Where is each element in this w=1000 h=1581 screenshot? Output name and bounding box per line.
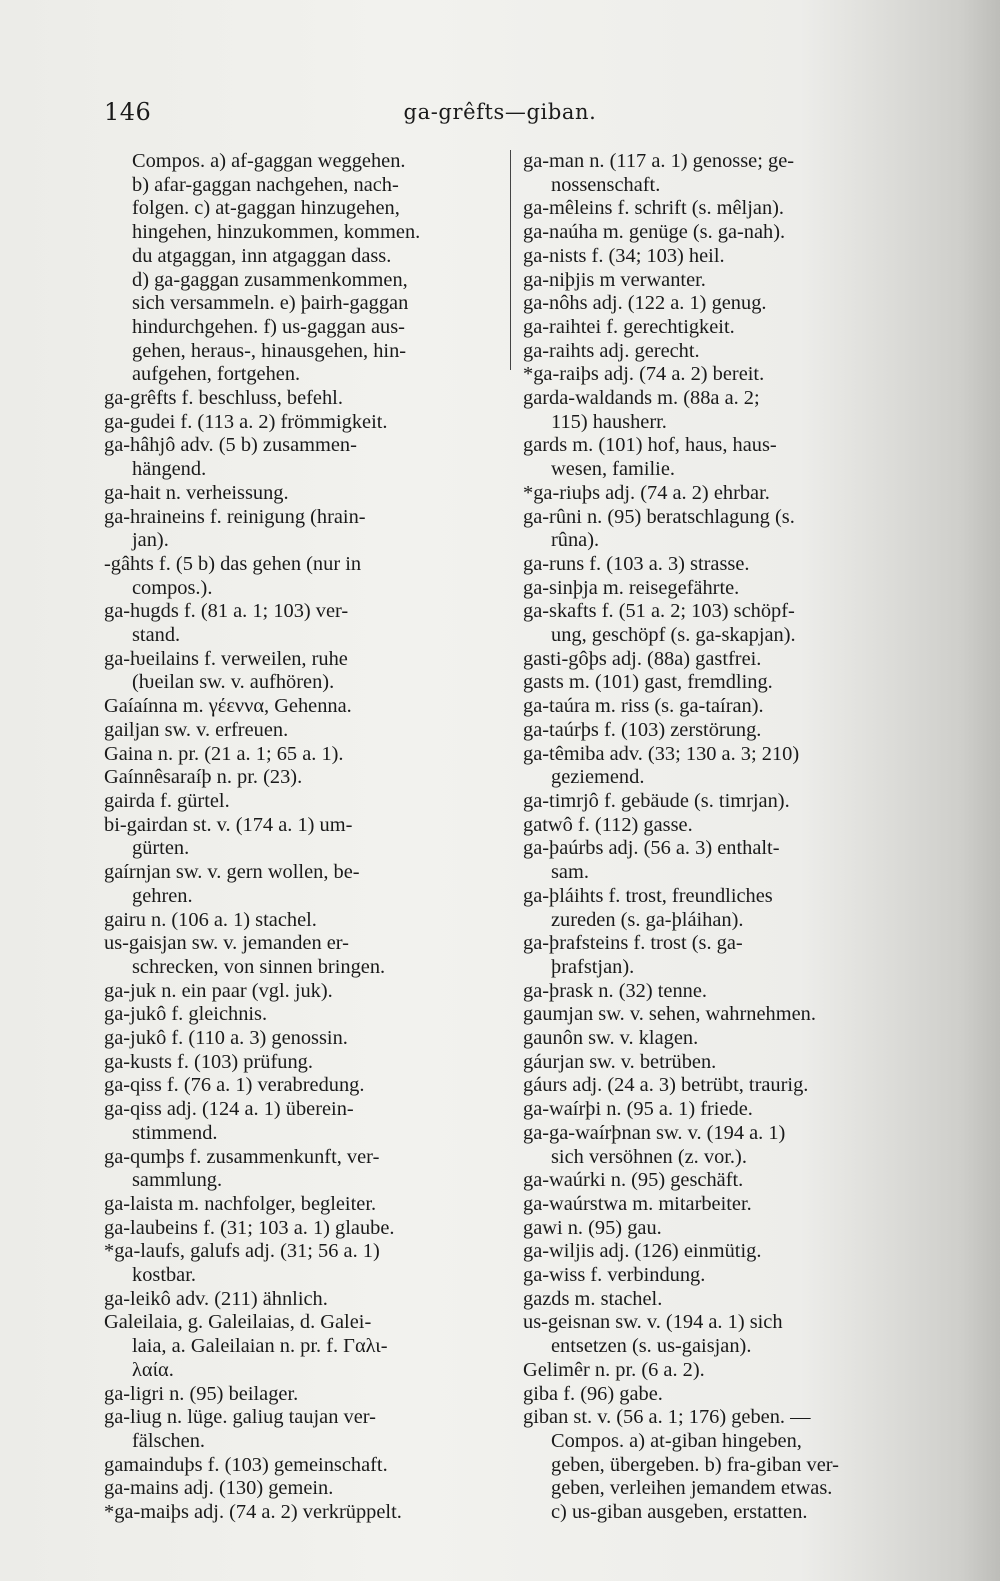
entry-line: gáurjan sw. v. betrüben. (523, 1050, 717, 1073)
entry-line: us-geisnan sw. v. (194 a. 1) sich (523, 1311, 783, 1334)
entry-line: ga-man n. (117 a. 1) genosse; ge- (523, 150, 795, 172)
entry-line: *ga-riuþs adj. (74 a. 2) ehrbar. (523, 481, 770, 504)
entry-line: ga-qumþs f. zusammenkunft, ver- (104, 1145, 380, 1168)
entry-line: gawi n. (95) gau. (523, 1216, 662, 1239)
entry-line: ga-rûni n. (95) beratschlagung (s. (523, 505, 795, 528)
entry-line: Gaina n. pr. (21 a. 1; 65 a. 1). (104, 742, 344, 765)
entry-line: ga-qiss adj. (124 a. 1) überein- (104, 1098, 354, 1121)
entry-line: gairu n. (106 a. 1) stachel. (104, 908, 317, 931)
entry-line: (ƕeilan sw. v. aufhören). (132, 671, 335, 694)
entry-line: folgen. c) at-gaggan hinzugehen, (132, 197, 400, 220)
entry-line: ga-laista m. nachfolger, begleiter. (104, 1192, 377, 1215)
entry-line: ga-wiljis adj. (126) einmütig. (523, 1240, 762, 1263)
entry-line: ga-ƕeilains f. verweilen, ruhe (104, 647, 348, 670)
entry-line: ga-waírþi n. (95 a. 1) friede. (523, 1098, 753, 1121)
entry-line: ga-taúra m. riss (s. ga-taíran). (523, 695, 764, 718)
entry-line: geziemend. (551, 766, 645, 789)
entry-line: geben, verleihen jemandem etwas. (551, 1477, 833, 1500)
entry-line: ga-hait n. verheissung. (104, 481, 289, 504)
entry-line: giban st. v. (56 a. 1; 176) geben. — (523, 1406, 811, 1429)
entry-line: stimmend. (132, 1121, 218, 1144)
entry-line: stand. (132, 624, 181, 647)
entry-line: ga-hâhjô adv. (5 b) zusammen- (104, 434, 357, 457)
entry-line: λαία. (132, 1358, 174, 1381)
entry-line: rûna). (551, 529, 600, 552)
entry-line: b) afar-gaggan nachgehen, nach- (132, 173, 399, 196)
entry-line: gürten. (132, 837, 190, 860)
entry-line: ga-hraineins f. reinigung (hrain- (104, 505, 366, 528)
entry-line: ga-mains adj. (130) gemein. (104, 1477, 334, 1500)
entry-line: *ga-maiþs adj. (74 a. 2) verkrüppelt. (104, 1501, 402, 1524)
entry-line: Gelimêr n. pr. (6 a. 2). (523, 1358, 705, 1381)
entry-line: gasts m. (101) gast, fremdling. (523, 671, 773, 694)
entry-line: ga-waúrki n. (95) geschäft. (523, 1169, 744, 1192)
entry-line: kostbar. (132, 1264, 196, 1287)
entry-line: gamainduþs f. (103) gemeinschaft. (104, 1453, 388, 1476)
running-head: ga-grêfts—giban. (403, 100, 597, 124)
entry-line: jan). (132, 529, 169, 552)
entry-line: gaumjan sw. v. sehen, wahrnehmen. (523, 1003, 816, 1026)
entry-line: gards m. (101) hof, haus, haus- (523, 434, 777, 457)
entry-line: sam. (551, 861, 589, 884)
entry-line: ung, geschöpf (s. ga-skapjan). (551, 624, 796, 647)
entry-line: ga-taúrþs f. (103) zerstörung. (523, 718, 762, 741)
entry-line: giba f. (96) gabe. (523, 1382, 663, 1405)
entry-line: sammlung. (132, 1169, 223, 1192)
entry-line: c) us-giban ausgeben, erstatten. (551, 1501, 808, 1524)
entry-line: aufgehen, fortgehen. (132, 363, 301, 386)
entry-line: ga-ga-waírþnan sw. v. (194 a. 1) (523, 1121, 786, 1144)
entry-line: gairda f. gürtel. (104, 789, 230, 812)
entry-line: ga-raihtei f. gerechtigkeit. (523, 315, 735, 338)
entry-line: ga-nists f. (34; 103) heil. (523, 244, 725, 267)
entry-line: ga-jukô f. (110 a. 3) genossin. (104, 1027, 348, 1050)
entry-line: ga-wiss f. verbindung. (523, 1264, 706, 1287)
entry-line: ga-þrafsteins f. trost (s. ga- (523, 932, 743, 955)
entry-line: ga-skafts f. (51 a. 2; 103) schöpf- (523, 600, 795, 623)
entry-line: ga-leikô adv. (211) ähnlich. (104, 1287, 328, 1310)
entry-line: *ga-raiþs adj. (74 a. 2) bereit. (523, 363, 765, 386)
page-header (100, 98, 900, 130)
entry-line: gatwô f. (112) gasse. (523, 813, 693, 836)
entry-line: ga-nôhs adj. (122 a. 1) genug. (523, 292, 767, 315)
entry-line: Gaíaínna m. γέεννα, Gehenna. (104, 695, 352, 718)
entry-line: ga-jukô f. gleichnis. (104, 1003, 268, 1026)
entry-line: gailjan sw. v. erfreuen. (104, 718, 289, 741)
entry-line: ga-juk n. ein paar (vgl. juk). (104, 979, 333, 1002)
entry-line: ga-þláihts f. trost, freundliches (523, 884, 773, 907)
entry-line: ga-têmiba adv. (33; 130 a. 3; 210) (523, 742, 800, 765)
entry-line: ga-þaúrbs adj. (56 a. 3) enthalt- (523, 837, 780, 860)
page-number: 146 (104, 98, 152, 126)
entry-line: garda-waldands m. (88a a. 2; (523, 387, 760, 410)
entry-line: ga-sinþja m. reisegefährte. (523, 576, 740, 599)
column-divider (510, 150, 511, 370)
entry-line: gehren. (132, 884, 193, 907)
entry-line: ga-kusts f. (103) prüfung. (104, 1050, 313, 1073)
entry-line: ga-þrask n. (32) tenne. (523, 979, 708, 1002)
entry-line: ga-naúha m. genüge (s. ga-nah). (523, 221, 786, 244)
entry-line: sich versammeln. e) þairh-gaggan (132, 292, 409, 315)
entry-line: ga-laubeins f. (31; 103 a. 1) glaube. (104, 1216, 395, 1239)
entry-line: d) ga-gaggan zusammenkommen, (132, 268, 408, 291)
entry-line: fälschen. (132, 1429, 206, 1452)
entry-line: sich versöhnen (z. vor.). (551, 1145, 747, 1168)
entry-line: ga-ligri n. (95) beilager. (104, 1382, 299, 1405)
entry-line: *ga-laufs, galufs adj. (31; 56 a. 1) (104, 1240, 380, 1263)
entry-line: -gâhts f. (5 b) das gehen (nur in (104, 552, 362, 575)
entry-line: ga-grêfts f. beschluss, befehl. (104, 387, 343, 410)
entry-line: entsetzen (s. us-gaisjan). (551, 1335, 752, 1358)
entry-line: Galeilaia, g. Galeilaias, d. Galei- (104, 1311, 372, 1334)
entry-line: nossenschaft. (551, 173, 661, 196)
entry-line: ga-raihts adj. gerecht. (523, 339, 700, 362)
entry-line: wesen, familie. (551, 458, 675, 481)
entry-line: ga-runs f. (103 a. 3) strasse. (523, 552, 750, 575)
entry-line: ga-liug n. lüge. galiug taujan ver- (104, 1406, 376, 1429)
entry-line: gehen, heraus-, hinausgehen, hin- (132, 339, 407, 362)
entry-line: bi-gairdan st. v. (174 a. 1) um- (104, 813, 353, 836)
entry-line: zureden (s. ga-þláihan). (551, 908, 744, 931)
entry-line: laia, a. Galeilaian n. pr. f. Γαλι- (132, 1335, 388, 1358)
entry-line: ga-timrjô f. gebäude (s. timrjan). (523, 789, 790, 812)
entry-line: ga-gudei f. (113 a. 2) frömmigkeit. (104, 410, 388, 433)
entry-line: ga-mêleins f. schrift (s. mêljan). (523, 197, 785, 220)
entry-line: gaírnjan sw. v. gern wollen, be- (104, 861, 360, 884)
entry-line: us-gaisjan sw. v. jemanden er- (104, 932, 349, 955)
entry-line: geben, übergeben. b) fra-giban ver- (551, 1453, 839, 1476)
entry-line: compos.). (132, 576, 213, 599)
entry-line: gasti-gôþs adj. (88a) gastfrei. (523, 647, 762, 670)
entry-line: gáurs adj. (24 a. 3) betrübt, traurig. (523, 1074, 809, 1097)
entry-line: hingehen, hinzukommen, kommen. (132, 221, 421, 244)
entry-line: hängend. (132, 458, 207, 481)
entry-line: ga-niþjis m verwanter. (523, 268, 706, 291)
entry-line: þrafstjan). (551, 955, 635, 978)
entry-line: ga-hugds f. (81 a. 1; 103) ver- (104, 600, 349, 623)
entry-line: gazds m. stachel. (523, 1287, 663, 1310)
entry-line: Compos. a) at-giban hingeben, (551, 1429, 802, 1452)
entry-line: gaunôn sw. v. klagen. (523, 1027, 699, 1050)
entry-line: hindurchgehen. f) us-gaggan aus- (132, 315, 405, 338)
entry-line: ga-waúrstwa m. mitarbeiter. (523, 1192, 752, 1215)
entry-line: ga-qiss f. (76 a. 1) verabredung. (104, 1074, 365, 1097)
entry-line: Compos. a) af-gaggan weggehen. (132, 150, 406, 172)
entry-line: schrecken, von sinnen bringen. (132, 955, 386, 978)
right-column (523, 150, 917, 1524)
entry-line: du atgaggan, inn atgaggan dass. (132, 244, 392, 267)
entry-line: 115) hausherr. (551, 410, 667, 433)
entry-line: Gaínnêsaraíþ n. pr. (23). (104, 766, 303, 789)
left-column (104, 150, 492, 1524)
